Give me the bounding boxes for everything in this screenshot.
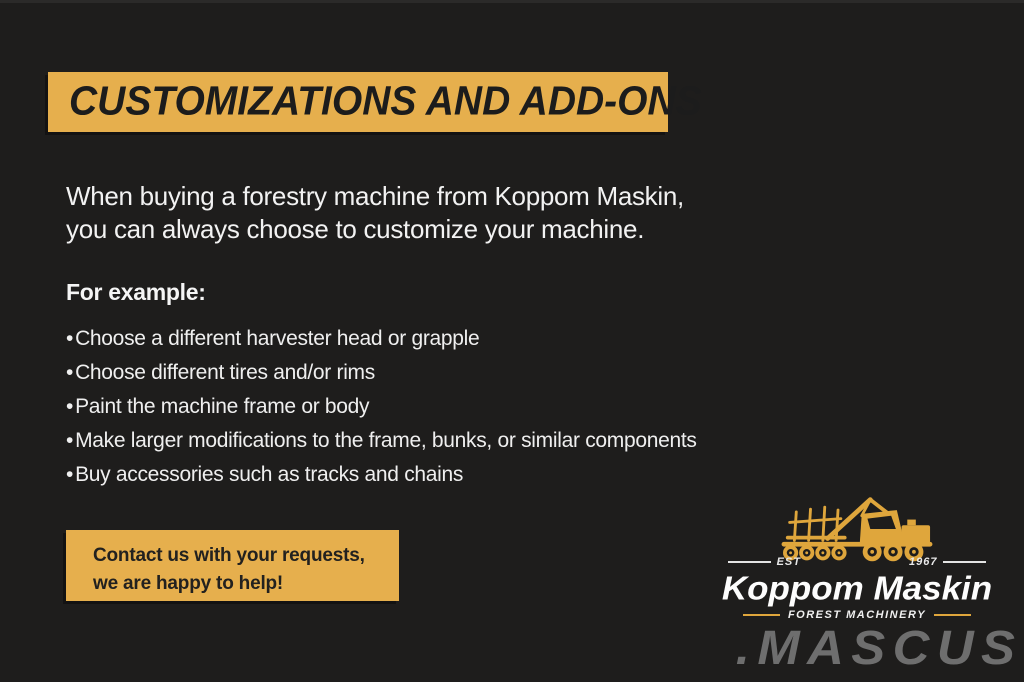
est-right-rule xyxy=(943,561,986,563)
est-year: 1967 xyxy=(908,556,938,568)
tagline-left-rule xyxy=(743,614,779,616)
mascus-watermark: .MASCUS xyxy=(735,622,1022,675)
logo-tagline-row xyxy=(743,609,970,621)
contact-line-2: we are happy to help! xyxy=(93,573,284,594)
established-row xyxy=(728,555,986,569)
intro-line-1: When buying a forestry machine from Koppom Maskin, xyxy=(66,181,684,211)
logo-tagline: FOREST MACHINERY xyxy=(787,609,927,621)
contact-box xyxy=(66,530,399,601)
tagline-right-rule xyxy=(934,614,970,616)
intro-line-2: you can always choose to customize your machine. xyxy=(66,214,645,244)
bullet-item: • Choose a different harvester head or grapple xyxy=(66,322,697,356)
for-example-heading: For example: xyxy=(66,279,206,305)
page-title: CUSTOMIZATIONS AND ADD-ONS xyxy=(69,78,702,125)
bullet-item: • Make larger modifications to the frame, bunks, or similar components xyxy=(66,424,697,458)
customization-bullet-list xyxy=(66,322,697,492)
contact-text xyxy=(93,542,399,598)
bullet-item: • Paint the machine frame or body xyxy=(66,390,697,424)
logo-wordmark: Koppom Maskin xyxy=(721,570,993,608)
bullet-item: • Choose different tires and/or rims xyxy=(66,356,697,390)
title-banner xyxy=(48,72,702,132)
top-edge-strip xyxy=(0,0,1024,3)
intro-paragraph xyxy=(66,180,684,246)
contact-line-1: Contact us with your requests, xyxy=(93,545,365,566)
est-label: EST xyxy=(776,556,801,568)
koppom-maskin-logo xyxy=(721,493,993,621)
est-left-rule xyxy=(728,561,771,563)
bullet-item: • Buy accessories such as tracks and chains xyxy=(66,458,697,492)
